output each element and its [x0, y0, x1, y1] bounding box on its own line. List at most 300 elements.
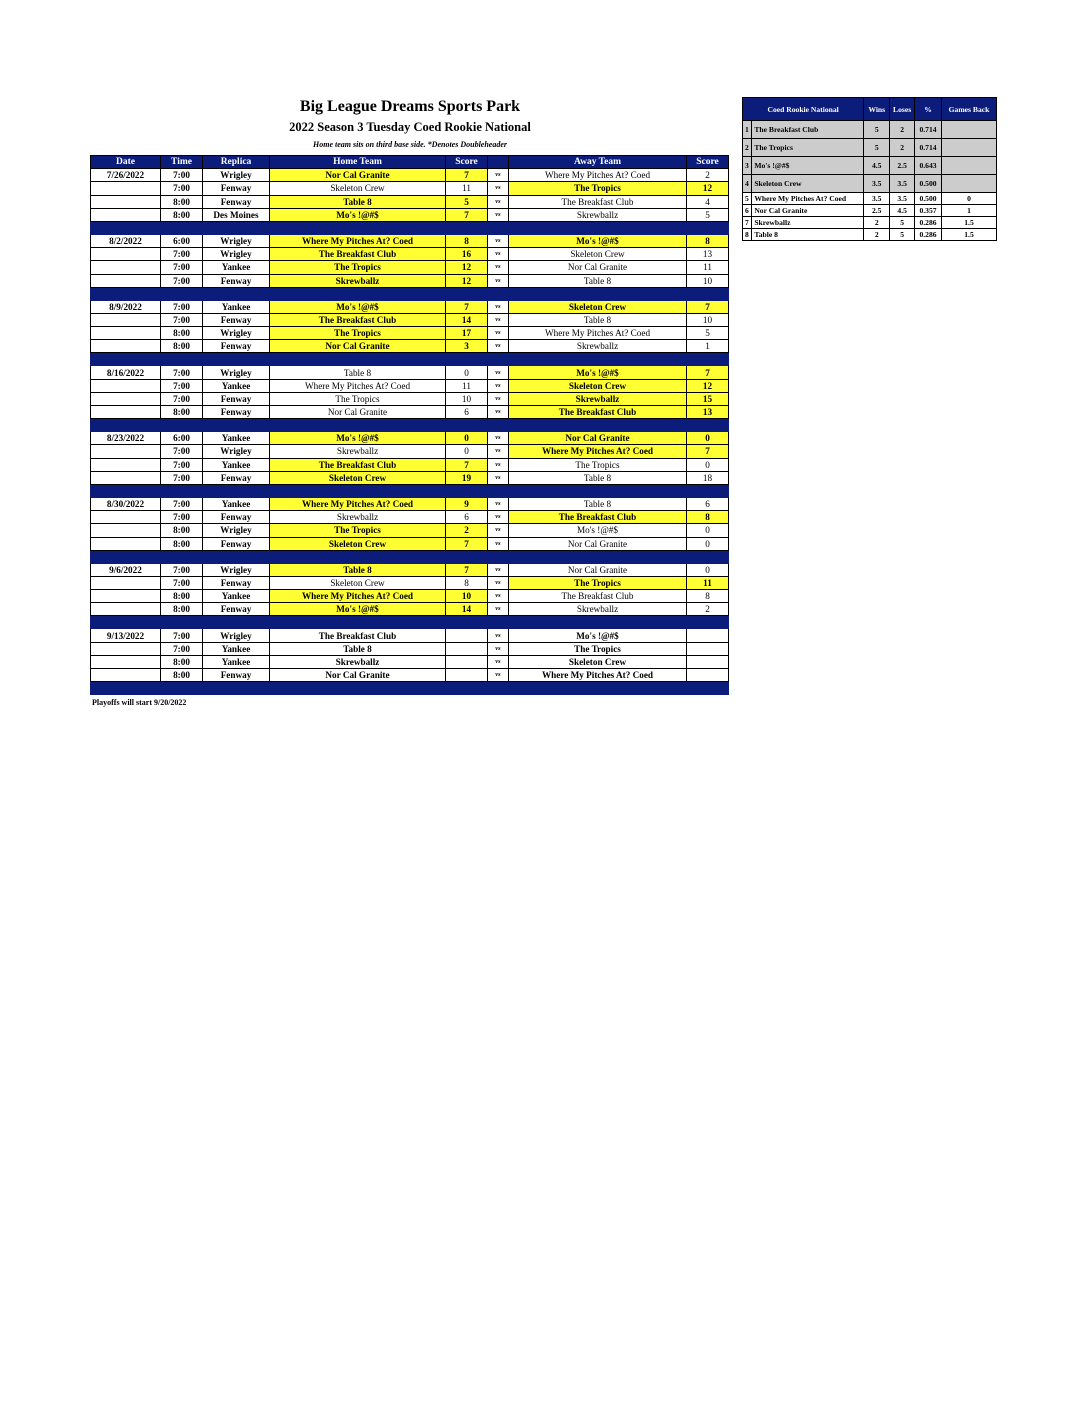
game-time: 7:00 — [161, 379, 203, 392]
game-date: 8/16/2022 — [91, 366, 161, 379]
col-vs — [488, 156, 509, 169]
game-date — [91, 590, 161, 603]
home-score: 2 — [446, 524, 488, 537]
game-date — [91, 313, 161, 326]
away-score: 1 — [687, 340, 729, 353]
standings-row — [743, 139, 997, 157]
standings-team: Mo's !@#$ — [752, 157, 864, 175]
standings-team: Nor Cal Granite — [752, 205, 864, 217]
playoffs-note: Playoffs will start 9/20/2022 — [92, 698, 187, 707]
home-score: 0 — [446, 366, 488, 379]
game-date: 8/2/2022 — [91, 234, 161, 247]
away-score: 0 — [687, 458, 729, 471]
vs-label: vs — [488, 590, 509, 603]
home-score: 8 — [446, 576, 488, 589]
game-row — [91, 563, 729, 576]
standings-wins: 2 — [864, 217, 890, 229]
game-date — [91, 603, 161, 616]
game-time: 6:00 — [161, 234, 203, 247]
standings-row — [743, 205, 997, 217]
vs-label: vs — [488, 445, 509, 458]
standings-row — [743, 121, 997, 139]
col-date: Date — [91, 156, 161, 169]
schedule-table — [90, 155, 729, 695]
vs-label: vs — [488, 524, 509, 537]
away-team: Skeleton Crew — [509, 379, 687, 392]
vs-label: vs — [488, 497, 509, 510]
game-date — [91, 655, 161, 668]
week-separator — [91, 419, 729, 432]
col-replica: Replica — [203, 156, 270, 169]
standings-team: The Tropics — [752, 139, 864, 157]
away-score: 7 — [687, 300, 729, 313]
vs-label: vs — [488, 234, 509, 247]
game-row — [91, 392, 729, 405]
separator-bar — [91, 682, 729, 695]
game-row — [91, 458, 729, 471]
home-team: Skrewballz — [270, 511, 446, 524]
vs-label: vs — [488, 471, 509, 484]
home-team: Table 8 — [270, 366, 446, 379]
away-team: Table 8 — [509, 497, 687, 510]
away-team: Mo's !@#$ — [509, 629, 687, 642]
game-time: 8:00 — [161, 406, 203, 419]
home-team: Nor Cal Granite — [270, 406, 446, 419]
away-score — [687, 669, 729, 682]
away-score: 2 — [687, 169, 729, 182]
home-team: Mo's !@#$ — [270, 300, 446, 313]
game-field: Wrigley — [203, 629, 270, 642]
game-row — [91, 313, 729, 326]
game-time: 8:00 — [161, 537, 203, 550]
home-team: Table 8 — [270, 642, 446, 655]
game-row — [91, 169, 729, 182]
week-separator — [91, 550, 729, 563]
standings-wins: 3.5 — [864, 193, 890, 205]
game-field: Fenway — [203, 406, 270, 419]
week-separator — [91, 484, 729, 497]
standings-rank: 7 — [743, 217, 752, 229]
away-score — [687, 655, 729, 668]
game-time: 8:00 — [161, 603, 203, 616]
game-date — [91, 524, 161, 537]
away-score: 11 — [687, 261, 729, 274]
game-time: 8:00 — [161, 590, 203, 603]
standings-loses: 5 — [890, 217, 915, 229]
game-date — [91, 274, 161, 287]
away-team: Skeleton Crew — [509, 655, 687, 668]
standings-loses: 4.5 — [890, 205, 915, 217]
home-score: 17 — [446, 327, 488, 340]
game-time: 7:00 — [161, 471, 203, 484]
game-field: Fenway — [203, 537, 270, 550]
away-team: Skrewballz — [509, 208, 687, 221]
home-team: Table 8 — [270, 195, 446, 208]
away-score: 4 — [687, 195, 729, 208]
vs-label: vs — [488, 274, 509, 287]
standings-rank: 1 — [743, 121, 752, 139]
game-row — [91, 471, 729, 484]
standings-wins: 4.5 — [864, 157, 890, 175]
week-separator — [91, 353, 729, 366]
game-field: Wrigley — [203, 234, 270, 247]
game-field: Yankee — [203, 655, 270, 668]
away-score: 13 — [687, 406, 729, 419]
game-time: 7:00 — [161, 182, 203, 195]
away-score: 6 — [687, 497, 729, 510]
game-date: 8/9/2022 — [91, 300, 161, 313]
home-team: The Breakfast Club — [270, 458, 446, 471]
home-team: Where My Pitches At? Coed — [270, 590, 446, 603]
game-field: Wrigley — [203, 563, 270, 576]
home-score — [446, 669, 488, 682]
game-time: 7:00 — [161, 313, 203, 326]
game-time: 8:00 — [161, 669, 203, 682]
home-team: The Breakfast Club — [270, 248, 446, 261]
away-team: The Tropics — [509, 458, 687, 471]
separator-bar — [91, 353, 729, 366]
game-date — [91, 379, 161, 392]
game-date: 8/23/2022 — [91, 432, 161, 445]
away-team: The Tropics — [509, 182, 687, 195]
game-time: 7:00 — [161, 366, 203, 379]
game-row — [91, 629, 729, 642]
game-row — [91, 327, 729, 340]
home-team: The Tropics — [270, 392, 446, 405]
standings-row — [743, 229, 997, 241]
vs-label: vs — [488, 182, 509, 195]
away-score: 0 — [687, 537, 729, 550]
home-score: 12 — [446, 274, 488, 287]
game-time: 7:00 — [161, 261, 203, 274]
game-field: Yankee — [203, 458, 270, 471]
game-field: Yankee — [203, 642, 270, 655]
home-score: 16 — [446, 248, 488, 261]
standings-loses: 3.5 — [890, 175, 915, 193]
home-team: The Tropics — [270, 524, 446, 537]
game-row — [91, 261, 729, 274]
standings-pct: 0.500 — [915, 193, 942, 205]
away-team: Where My Pitches At? Coed — [509, 669, 687, 682]
vs-label: vs — [488, 300, 509, 313]
game-row — [91, 300, 729, 313]
away-score: 15 — [687, 392, 729, 405]
vs-label: vs — [488, 642, 509, 655]
game-row — [91, 524, 729, 537]
game-date — [91, 340, 161, 353]
standings-rank: 5 — [743, 193, 752, 205]
away-team: The Tropics — [509, 642, 687, 655]
standings-pct: 0.357 — [915, 205, 942, 217]
separator-bar — [91, 419, 729, 432]
game-row — [91, 655, 729, 668]
game-field: Wrigley — [203, 248, 270, 261]
away-team: Table 8 — [509, 471, 687, 484]
vs-label: vs — [488, 248, 509, 261]
game-row — [91, 406, 729, 419]
home-team: The Tropics — [270, 261, 446, 274]
away-team: Skrewballz — [509, 392, 687, 405]
game-time: 6:00 — [161, 432, 203, 445]
game-date — [91, 208, 161, 221]
vs-label: vs — [488, 313, 509, 326]
game-field: Fenway — [203, 340, 270, 353]
home-score: 9 — [446, 497, 488, 510]
game-date — [91, 182, 161, 195]
standings-col-loses: Loses — [890, 98, 915, 121]
home-team: Nor Cal Granite — [270, 340, 446, 353]
vs-label: vs — [488, 327, 509, 340]
vs-label: vs — [488, 392, 509, 405]
standings-pct: 0.500 — [915, 175, 942, 193]
away-score: 12 — [687, 182, 729, 195]
home-team: Skeleton Crew — [270, 471, 446, 484]
home-team: Where My Pitches At? Coed — [270, 234, 446, 247]
standings-header-row — [743, 98, 997, 121]
away-team: Where My Pitches At? Coed — [509, 169, 687, 182]
game-row — [91, 182, 729, 195]
standings-col-pct: % — [915, 98, 942, 121]
game-field: Wrigley — [203, 366, 270, 379]
home-score — [446, 642, 488, 655]
game-time: 7:00 — [161, 445, 203, 458]
standings-row — [743, 217, 997, 229]
vs-label: vs — [488, 366, 509, 379]
standings-games-back: 1 — [942, 205, 997, 217]
away-team: Skrewballz — [509, 603, 687, 616]
away-team: Mo's !@#$ — [509, 366, 687, 379]
game-row — [91, 208, 729, 221]
game-date — [91, 445, 161, 458]
home-score: 12 — [446, 261, 488, 274]
game-time: 7:00 — [161, 458, 203, 471]
home-team: Skrewballz — [270, 655, 446, 668]
game-field: Fenway — [203, 182, 270, 195]
standings-table — [742, 97, 997, 241]
game-time: 8:00 — [161, 208, 203, 221]
week-separator — [91, 287, 729, 300]
away-team: The Breakfast Club — [509, 511, 687, 524]
vs-label: vs — [488, 208, 509, 221]
separator-bar — [91, 550, 729, 563]
game-time: 8:00 — [161, 655, 203, 668]
game-row — [91, 248, 729, 261]
game-field: Wrigley — [203, 327, 270, 340]
game-row — [91, 497, 729, 510]
col-home-score: Score — [446, 156, 488, 169]
away-team: Table 8 — [509, 274, 687, 287]
away-score: 0 — [687, 432, 729, 445]
vs-label: vs — [488, 406, 509, 419]
standings-loses: 2.5 — [890, 157, 915, 175]
game-date — [91, 261, 161, 274]
away-score: 8 — [687, 511, 729, 524]
away-score: 8 — [687, 590, 729, 603]
game-field: Wrigley — [203, 445, 270, 458]
standings-row — [743, 193, 997, 205]
home-score: 11 — [446, 379, 488, 392]
home-score: 7 — [446, 300, 488, 313]
standings-wins: 3.5 — [864, 175, 890, 193]
vs-label: vs — [488, 458, 509, 471]
game-row — [91, 576, 729, 589]
away-score — [687, 629, 729, 642]
home-team: Nor Cal Granite — [270, 669, 446, 682]
game-date — [91, 406, 161, 419]
standings-rank: 8 — [743, 229, 752, 241]
separator-bar — [91, 287, 729, 300]
col-home-team: Home Team — [270, 156, 446, 169]
vs-label: vs — [488, 379, 509, 392]
standings-division: Coed Rookie National — [743, 98, 864, 121]
game-time: 7:00 — [161, 248, 203, 261]
game-date: 9/13/2022 — [91, 629, 161, 642]
away-score: 5 — [687, 208, 729, 221]
game-field: Wrigley — [203, 524, 270, 537]
home-score: 8 — [446, 234, 488, 247]
away-team: Mo's !@#$ — [509, 234, 687, 247]
standings-games-back — [942, 139, 997, 157]
away-score: 7 — [687, 445, 729, 458]
home-team: Skrewballz — [270, 274, 446, 287]
game-row — [91, 379, 729, 392]
home-score: 7 — [446, 208, 488, 221]
week-separator — [91, 682, 729, 695]
standings-wins: 2.5 — [864, 205, 890, 217]
game-row — [91, 669, 729, 682]
game-row — [91, 445, 729, 458]
game-field: Fenway — [203, 313, 270, 326]
game-row — [91, 590, 729, 603]
home-score: 7 — [446, 563, 488, 576]
home-score: 14 — [446, 603, 488, 616]
game-time: 7:00 — [161, 576, 203, 589]
away-score: 5 — [687, 327, 729, 340]
away-team: Nor Cal Granite — [509, 432, 687, 445]
standings-pct: 0.286 — [915, 229, 942, 241]
game-date: 8/30/2022 — [91, 497, 161, 510]
game-field: Yankee — [203, 432, 270, 445]
game-time: 7:00 — [161, 511, 203, 524]
away-score: 10 — [687, 313, 729, 326]
home-score — [446, 655, 488, 668]
game-time: 7:00 — [161, 274, 203, 287]
home-team: Mo's !@#$ — [270, 208, 446, 221]
game-field: Fenway — [203, 669, 270, 682]
away-team: Nor Cal Granite — [509, 563, 687, 576]
away-team: Where My Pitches At? Coed — [509, 445, 687, 458]
game-time: 8:00 — [161, 195, 203, 208]
home-score: 7 — [446, 458, 488, 471]
standings-games-back — [942, 121, 997, 139]
standings-loses: 5 — [890, 229, 915, 241]
game-field: Fenway — [203, 392, 270, 405]
game-row — [91, 511, 729, 524]
away-team: Nor Cal Granite — [509, 261, 687, 274]
game-row — [91, 603, 729, 616]
game-field: Yankee — [203, 300, 270, 313]
standings-wins: 2 — [864, 229, 890, 241]
standings-row — [743, 175, 997, 193]
home-team: Mo's !@#$ — [270, 432, 446, 445]
home-score: 14 — [446, 313, 488, 326]
away-team: Skeleton Crew — [509, 248, 687, 261]
standings-row — [743, 157, 997, 175]
separator-bar — [91, 616, 729, 629]
vs-label: vs — [488, 432, 509, 445]
away-team: Table 8 — [509, 313, 687, 326]
game-date — [91, 392, 161, 405]
home-score: 6 — [446, 511, 488, 524]
week-separator — [91, 616, 729, 629]
home-score: 0 — [446, 445, 488, 458]
away-score: 12 — [687, 379, 729, 392]
week-separator — [91, 221, 729, 234]
away-score: 13 — [687, 248, 729, 261]
vs-label: vs — [488, 511, 509, 524]
game-time: 8:00 — [161, 327, 203, 340]
away-score: 0 — [687, 563, 729, 576]
standings-rank: 2 — [743, 139, 752, 157]
game-time: 7:00 — [161, 497, 203, 510]
home-score: 7 — [446, 169, 488, 182]
home-team: The Breakfast Club — [270, 629, 446, 642]
standings-games-back: 0 — [942, 193, 997, 205]
game-date — [91, 642, 161, 655]
page-subtitle: 2022 Season 3 Tuesday Coed Rookie National — [289, 120, 531, 134]
game-field: Fenway — [203, 576, 270, 589]
vs-label: vs — [488, 629, 509, 642]
game-time: 7:00 — [161, 300, 203, 313]
home-team: The Tropics — [270, 327, 446, 340]
standings-rank: 4 — [743, 175, 752, 193]
standings-pct: 0.714 — [915, 121, 942, 139]
game-field: Yankee — [203, 261, 270, 274]
standings-wins: 5 — [864, 139, 890, 157]
game-date — [91, 195, 161, 208]
home-team: The Breakfast Club — [270, 313, 446, 326]
game-field: Yankee — [203, 379, 270, 392]
standings-wins: 5 — [864, 121, 890, 139]
vs-label: vs — [488, 261, 509, 274]
standings-pct: 0.643 — [915, 157, 942, 175]
standings-games-back — [942, 175, 997, 193]
game-field: Wrigley — [203, 169, 270, 182]
vs-label: vs — [488, 603, 509, 616]
game-row — [91, 340, 729, 353]
away-team: The Tropics — [509, 576, 687, 589]
game-row — [91, 432, 729, 445]
vs-label: vs — [488, 576, 509, 589]
standings-col-wins: Wins — [864, 98, 890, 121]
away-team: The Breakfast Club — [509, 195, 687, 208]
home-score: 11 — [446, 182, 488, 195]
standings-team: The Breakfast Club — [752, 121, 864, 139]
standings-team: Skeleton Crew — [752, 175, 864, 193]
home-score: 7 — [446, 537, 488, 550]
game-time: 7:00 — [161, 392, 203, 405]
game-time: 8:00 — [161, 340, 203, 353]
home-team: Skrewballz — [270, 445, 446, 458]
vs-label: vs — [488, 563, 509, 576]
game-time: 7:00 — [161, 563, 203, 576]
home-score: 19 — [446, 471, 488, 484]
away-team: The Breakfast Club — [509, 406, 687, 419]
vs-label: vs — [488, 655, 509, 668]
away-score: 18 — [687, 471, 729, 484]
game-field: Fenway — [203, 195, 270, 208]
game-row — [91, 642, 729, 655]
